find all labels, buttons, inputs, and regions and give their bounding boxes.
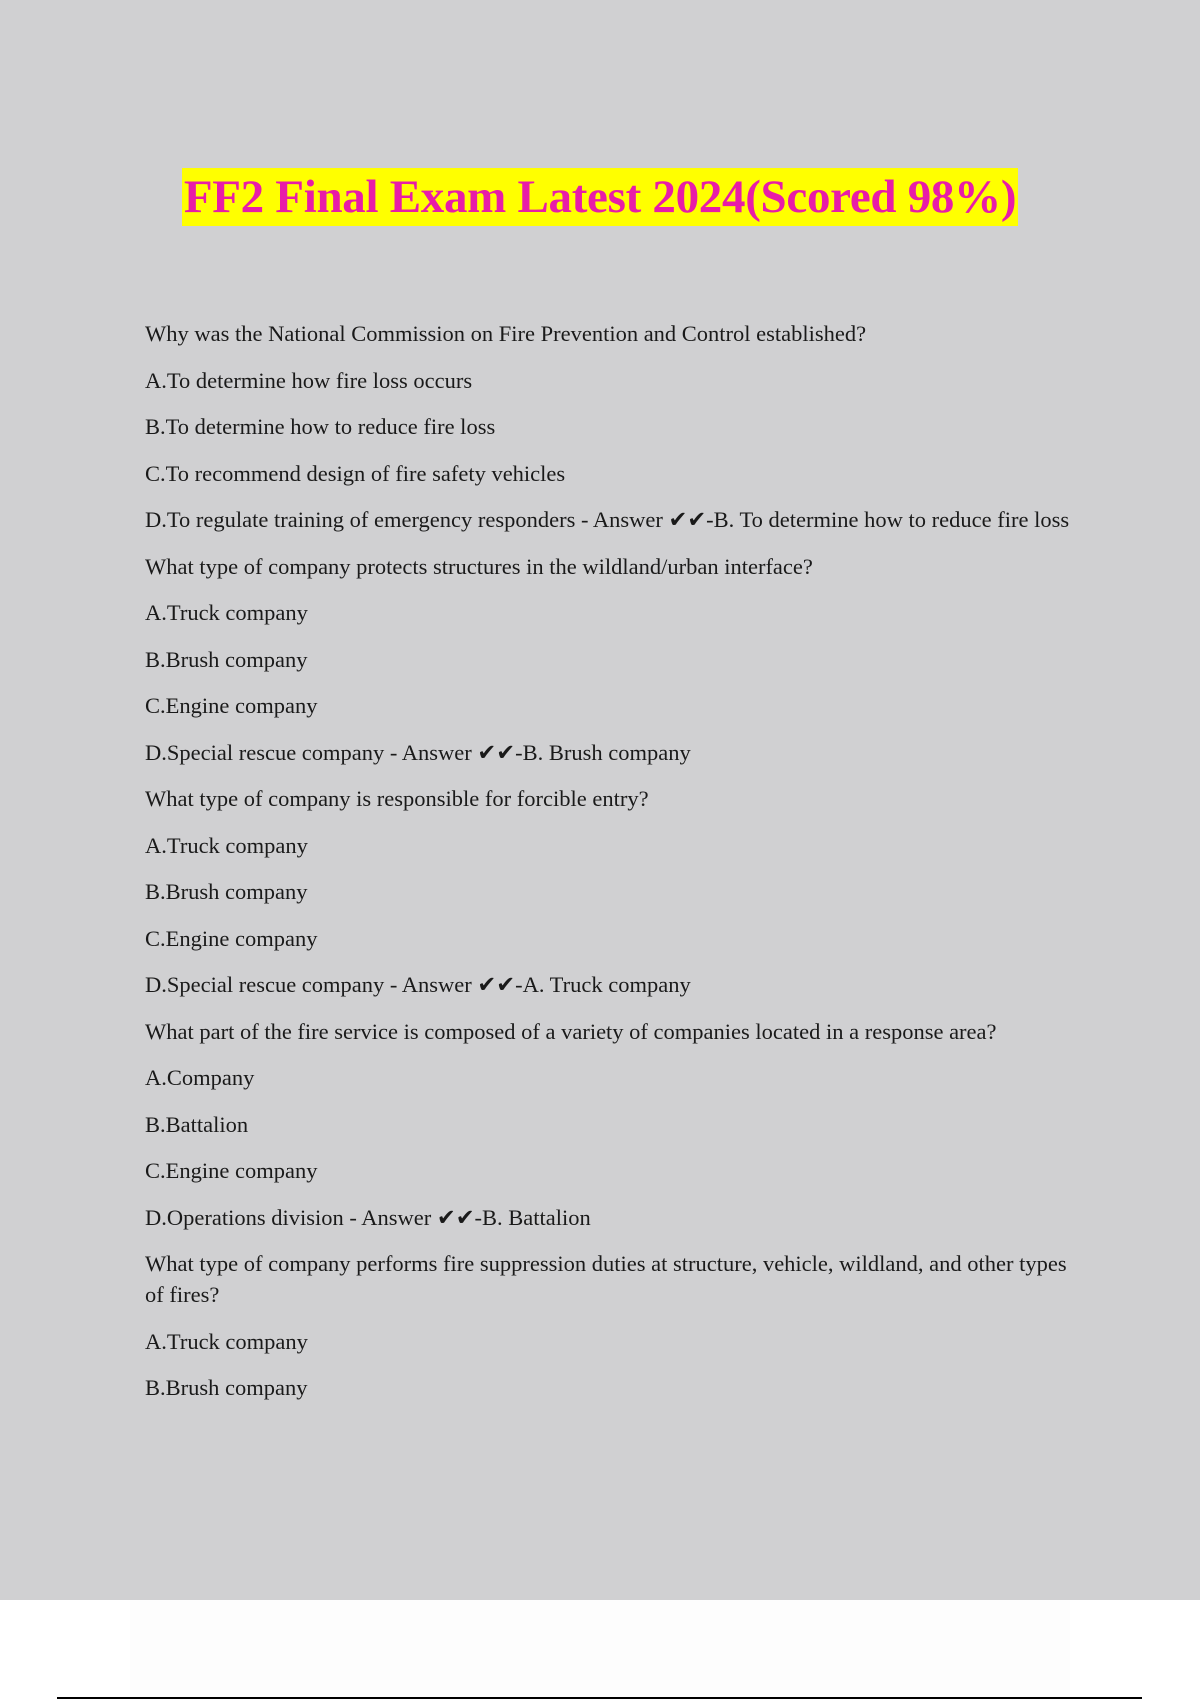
question-4-option-c: C.Engine company — [145, 1158, 318, 1183]
question-5-text: What type of company performs fire suppression duties at structure, vehicle, wildland, and other types of fires? — [145, 1251, 1067, 1307]
question-4-option-b: B.Battalion — [145, 1111, 249, 1137]
question-1-option-c: C.To recommend design of fire safety vehicles — [145, 460, 566, 486]
question-4-option-d-answer: D.Operations division - Answer ✔✔-B. Battalion — [145, 1204, 591, 1230]
document-title: FF2 Final Exam Latest 2024(Scored 98%) — [182, 168, 1018, 226]
question-1-text: Why was the National Commission on Fire Prevention and Control established? — [145, 321, 867, 346]
question-3-option-c: C.Engine company — [145, 925, 318, 951]
question-1-option-d-answer: D.To regulate training of emergency responders - Answer ✔✔-B. To determine how to reduce fire loss — [145, 507, 1070, 532]
question-2-option-c: C.Engine company — [145, 693, 318, 718]
page-gap — [130, 1600, 1070, 1700]
next-page-rule — [57, 1697, 1142, 1699]
question-5-option-b: B.Brush company — [145, 1375, 308, 1400]
question-2-option-b: B.Brush company — [145, 646, 308, 672]
exam-content — [145, 318, 1090, 1419]
question-3-option-d-answer: D.Special rescue company - Answer ✔✔-A. Truck company — [145, 972, 691, 997]
question-3-option-a: A.Truck company — [145, 832, 308, 858]
question-3-option-b: B.Brush company — [145, 879, 308, 904]
question-5-option-a: A.Truck company — [145, 1328, 308, 1354]
question-2-option-a: A.Truck company — [145, 600, 308, 625]
question-3-text: What type of company is responsible for forcible entry? — [145, 786, 649, 811]
title-wrapper — [0, 168, 1200, 226]
question-4-option-a: A.Company — [145, 1065, 255, 1090]
question-1-option-b: B.To determine how to reduce fire loss — [145, 414, 496, 439]
question-4-text: What part of the fire service is composed of a variety of companies located in a response area? — [145, 1018, 997, 1044]
question-2-option-d-answer: D.Special rescue company - Answer ✔✔-B. Brush company — [145, 739, 691, 765]
question-1-option-a: A.To determine how fire loss occurs — [145, 367, 473, 393]
question-2-text: What type of company protects structures in the wildland/urban interface? — [145, 553, 813, 579]
